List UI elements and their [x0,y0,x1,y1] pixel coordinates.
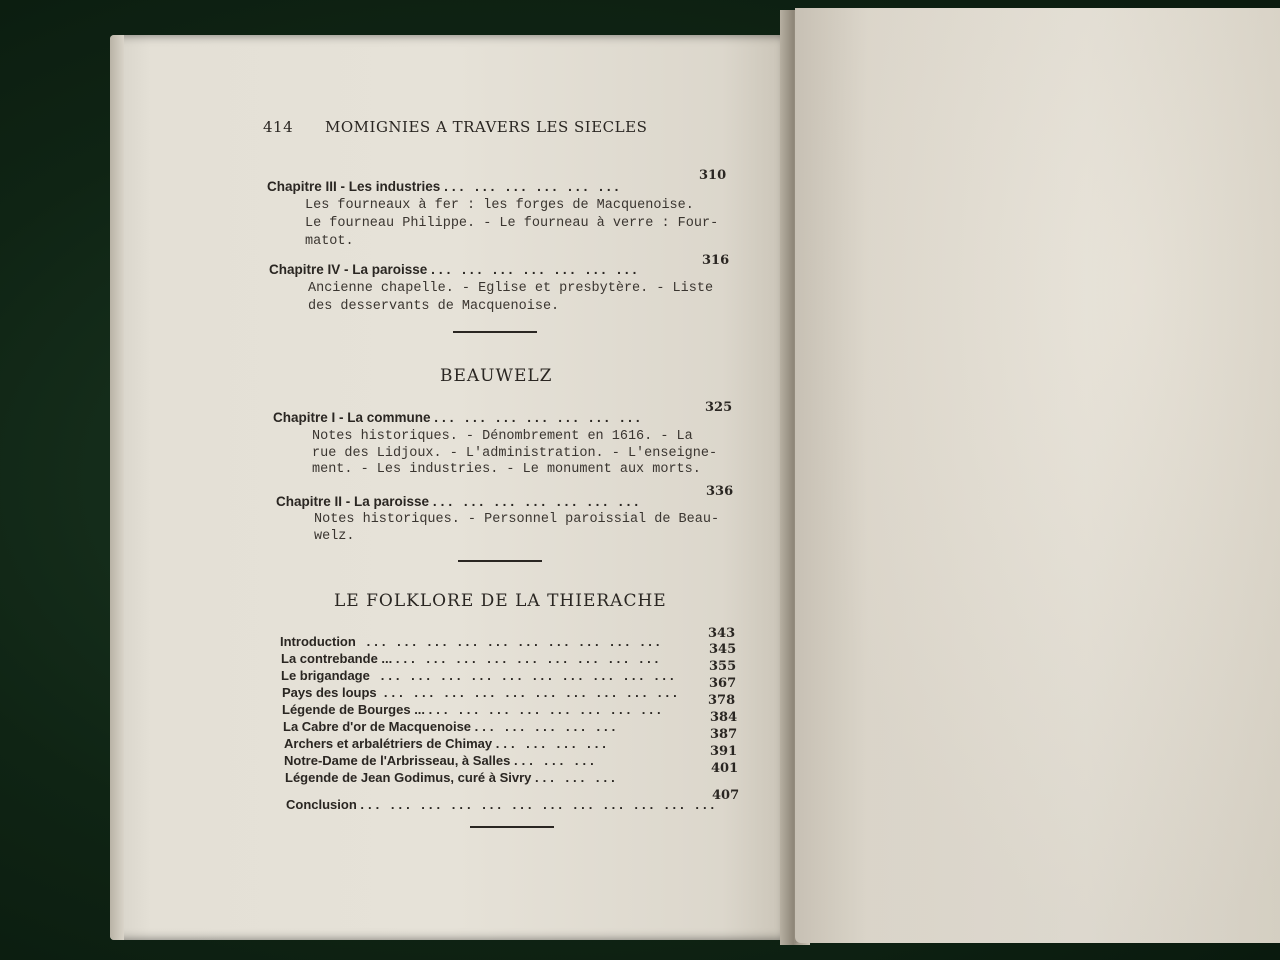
leader-dots: ... ... ... ... [495,736,610,751]
toc-entry-chapitre-i [273,410,644,425]
leader-dots: ... ... ... ... ... [474,719,620,734]
toc-page-number: 355 [709,659,737,674]
leader-dots: ... ... ... ... ... ... ... ... ... ... [380,668,678,683]
leader-dots: ... ... ... ... ... ... ... ... ... ... [366,634,664,649]
leader-dots: ... ... ... ... ... ... ... ... ... [395,651,663,666]
toc-entry-chapitre-iii [267,179,622,194]
toc-page-number: 343 [708,626,736,641]
toc-entry-label: Introduction [280,634,356,649]
toc-description-line: Notes historiques. - Personnel paroissial de Beau- [314,512,720,527]
list-item [285,770,619,785]
list-item [282,685,681,700]
running-title: MOMIGNIES A TRAVERS LES SIECLES [325,118,648,136]
page-number: 414 [263,118,294,136]
leader-dots: ... ... ... ... ... ... ... ... ... ... [383,685,681,700]
toc-entry-label: Chapitre II - La paroisse [276,494,430,509]
toc-page-number: 387 [710,727,738,742]
running-header [263,118,647,136]
list-item [284,753,598,768]
toc-page-number: 367 [709,676,737,691]
list-item [281,668,678,683]
page-edge [110,35,124,940]
leader-dots: ... ... ... ... ... ... [444,179,623,194]
list-item [281,651,662,666]
leader-dots: ... ... ... ... ... ... ... ... [428,702,665,717]
leader-dots: ... ... ... ... ... ... ... [434,410,644,425]
toc-entry-label: Conclusion [286,797,357,812]
toc-entry-label: Pays des loups [282,685,377,700]
toc-page-number: 336 [706,484,734,499]
leader-dots: ... ... ... [535,770,619,785]
toc-entry-label: Le brigandage [281,668,370,683]
toc-entry-label: La contrebande ... [281,651,393,666]
toc-entry-label: Notre-Dame de l'Arbrisseau, à Salles [284,753,511,768]
list-item [282,702,665,717]
leader-dots: ... ... ... [513,753,598,768]
toc-entry-chapitre-iv [269,262,640,277]
toc-entry-label: Archers et arbalétriers de Chimay [284,736,493,751]
toc-page-number: 391 [710,744,738,759]
toc-description-line: Ancienne chapelle. - Eglise et presbytère. - Liste [308,281,714,296]
toc-description-line: des desservants de Macquenoise. [308,299,560,314]
toc-entry-label: Chapitre IV - La paroisse [269,262,428,277]
section-divider [470,826,554,828]
toc-page-number: 310 [699,168,727,183]
leader-dots: ... ... ... ... ... ... ... [432,494,643,509]
toc-entry-label: La Cabre d'or de Macquenoise [283,719,472,734]
toc-page-number: 325 [705,400,733,415]
toc-page-number: 407 [712,788,740,803]
toc-description-line: Les fourneaux à fer : les forges de Macquenoise. [305,198,694,213]
toc-description-line: ment. - Les industries. - Le monument aux morts. [312,462,701,477]
toc-description-line: welz. [314,529,355,544]
toc-entry-label: Légende de Bourges ... [282,702,426,717]
section-title-folklore: LE FOLKLORE DE LA THIERACHE [334,591,667,611]
leader-dots: ... ... ... ... ... ... ... ... ... ... ... ... [360,797,719,812]
toc-page-number: 384 [710,710,738,725]
list-item [284,736,610,751]
toc-entry-chapitre-ii [276,494,642,509]
toc-entry-label: Légende de Jean Godimus, curé à Sivry [285,770,532,785]
toc-description-line: Notes historiques. - Dénombrement en 1616. - La [312,429,693,444]
section-divider [453,331,537,333]
toc-page-number: 401 [711,761,739,776]
toc-entry-conclusion [286,797,718,812]
toc-description-line: matot. [305,234,354,249]
toc-entry-label: Chapitre I - La commune [273,410,431,425]
right-page [795,8,1280,943]
toc-description-line: rue des Lidjoux. - L'administration. - L'enseigne- [312,446,718,461]
section-divider [458,560,542,562]
list-item [280,634,664,649]
toc-page-number: 316 [702,253,730,268]
toc-entry-label: Chapitre III - Les industries [267,179,441,194]
section-title-beauwelz: BEAUWELZ [440,366,553,386]
toc-page-number: 345 [709,642,737,657]
toc-description-line: Le fourneau Philippe. - Le fourneau à verre : Four- [305,216,719,231]
leader-dots: ... ... ... ... ... ... ... [431,262,641,277]
list-item [283,719,619,734]
toc-page-number: 378 [708,693,736,708]
